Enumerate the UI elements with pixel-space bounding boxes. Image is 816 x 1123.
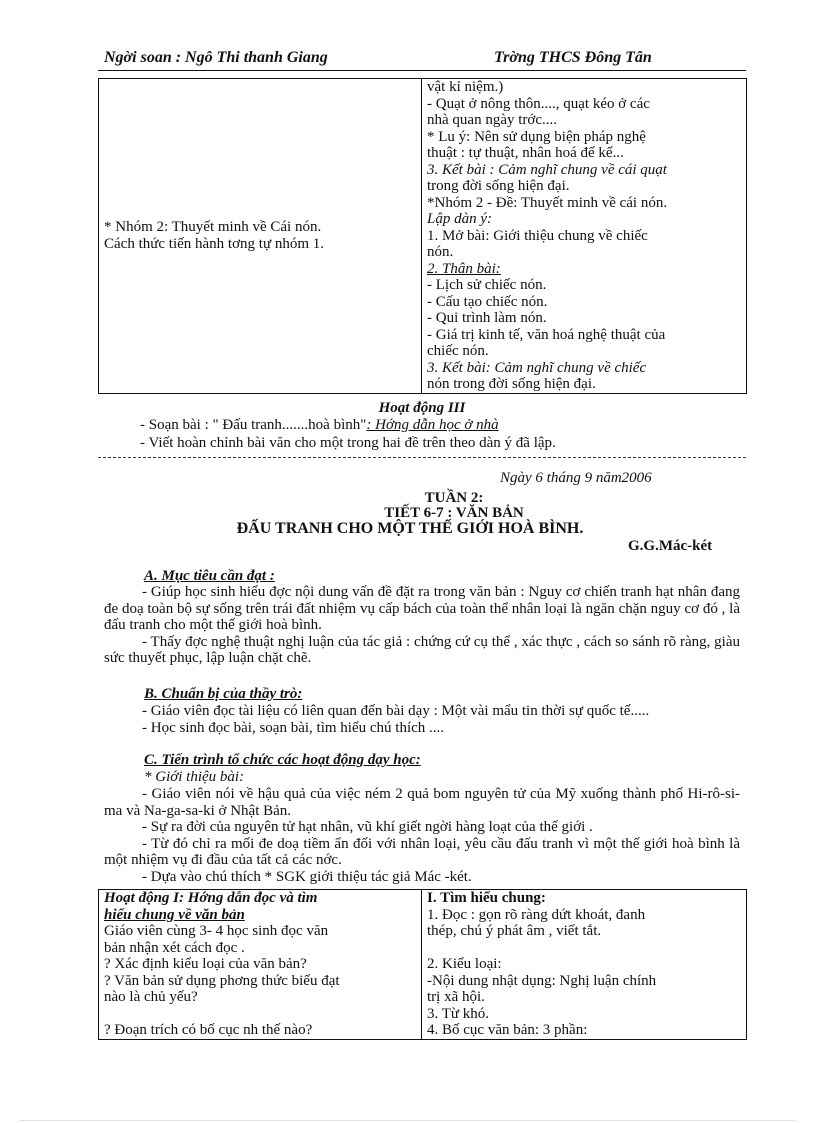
table2-left-line: Giáo viên cùng 3- 4 học sinh đọc văn: [104, 923, 329, 939]
section-divider: [98, 457, 746, 458]
table1-right-cell: [422, 79, 747, 394]
table2-right-line: 3. Từ khó.: [427, 1005, 490, 1022]
activity3-line1-tag: : Hớng dẫn học ở nhà: [366, 417, 499, 433]
table1-right-line: * Lu ý: Nên sử dụng biện pháp nghệ: [427, 128, 646, 145]
header-school: Trờng THCS Đông Tân: [494, 49, 652, 66]
sectionB-paragraph: - Giáo viên đọc tài liệu có liên quan đến bài dạy : Một vài mẩu tin thời sự quốc tế.....: [142, 703, 650, 719]
table1-right-line: 3. Kết bài : Cảm nghĩ chung về cái quạt: [427, 161, 667, 178]
table2-right-line: [427, 940, 741, 957]
table2-left-line: nào là chủ yếu?: [104, 989, 198, 1005]
sectionA-body: [104, 584, 740, 667]
lesson-title: ĐẤU TRANH CHO MỘT THẾ GIỚI HOÀ BÌNH.: [236, 520, 584, 537]
lesson-week: TUẦN 2:: [424, 490, 484, 506]
table1-right-line: nón trong đời sống hiện đại.: [427, 376, 596, 392]
table1-right-line: - Lịch sử chiếc nón.: [427, 277, 547, 293]
table1-right-line: vật kỉ niệm.): [427, 79, 504, 95]
table1-right-line: *Nhóm 2 - Đề: Thuyết minh về cái nón.: [427, 194, 668, 211]
table2-left-line: ? Đoạn trích có bố cục nh thế nào?: [104, 1022, 313, 1038]
table1-right-line: chiếc nón.: [427, 343, 489, 359]
table2-right-line: -Nội dung nhật dụng: Nghị luận chính: [427, 972, 657, 989]
table1-right-line: Lập dàn ý:: [427, 211, 492, 227]
sectionC-body: [104, 786, 740, 886]
sectionC-paragraph: - Giáo viên nói về hậu quả của việc ném 2 quả bom nguyên tử của Mỹ xuống thành phố Hi-rô-si-ma và Na-ga-sa-ki ở Nhật Bản.: [104, 786, 740, 819]
sectionC-intro: * Giới thiệu bài:: [144, 769, 245, 785]
table1-right-line: 3. Kết bài: Cảm nghĩ chung về chiếc: [427, 359, 647, 376]
table1-right-line: 1. Mở bài: Giới thiệu chung về chiếc: [427, 227, 648, 244]
table2-left-heading: hiểu chung về văn bản: [104, 906, 245, 923]
table2-right-line: trị xã hội.: [427, 989, 485, 1005]
sectionB-heading: [144, 686, 744, 703]
table2-left-line: ? Xác định kiểu loại của văn bản?: [104, 956, 307, 972]
table2-right-line: 4. Bố cục văn bản: 3 phần:: [427, 1022, 588, 1038]
table1-right-line: 2. Thân bài:: [427, 260, 501, 277]
table2-right-line: 2. Kiểu loại:: [427, 956, 502, 972]
activity3-title: Hoạt động III: [378, 400, 466, 416]
sectionC-paragraph: - Từ đó chỉ ra mối đe doạ tiềm ẩn đối với nhân loại, yêu cầu đấu tranh vì một thế giới hoà bình là một nhiệm vụ đi đầu của tất cả các nớc.: [104, 835, 740, 869]
sectionC-heading-text: C. Tiến trình tổ chức các hoạt động dạy học:: [144, 752, 421, 768]
sectionA-heading: [144, 568, 744, 585]
activity3-line2: - Viết hoàn chỉnh bài văn cho một trong hai đề trên theo dàn ý đã lập.: [140, 435, 556, 451]
sectionC-paragraph: - Dựa vào chú thích * SGK giới thiệu tác giả Mác -két.: [142, 868, 472, 885]
sectionA-paragraph: - Giúp học sinh hiểu đợc nội dung vấn đề đặt ra trong văn bản : Nguy cơ chiến tranh hạt nhân đang đe doạ toàn bộ sự sống trên trái đất nhiệm vụ cấp bách của toàn thể nhân loại là ngăn chặn nguy cơ đó , là đấu tranh cho một thế giới hoà bình.: [104, 584, 740, 634]
sectionB-heading-text: B. Chuẩn bị của thầy trò:: [144, 686, 303, 702]
table1-right-line: - Qui trình làm nón.: [427, 310, 547, 326]
table1-right-line: thuật : tự thuật, nhân hoá để kể...: [427, 145, 624, 161]
sectionA-heading-text: A. Mục tiêu cần đạt :: [144, 568, 275, 584]
lesson-plan-table-2: [98, 889, 747, 1040]
table1-left-line: * Nhóm 2: Thuyết minh về Cái nón.: [104, 219, 322, 236]
activity3-line1: [140, 417, 740, 434]
sectionB-paragraph: - Học sinh đọc bài, soạn bài, tìm hiểu chú thích ....: [142, 719, 445, 736]
table2-left-line: ? Văn bản sử dụng phơng thức biểu đạt: [104, 972, 340, 989]
header-author: Ngời soan : Ngô Thi thanh Giang: [104, 49, 328, 66]
lesson-period: TIẾT 6-7 : VĂN BẢN: [384, 505, 524, 521]
table2-left-line: bản nhận xét cách đọc .: [104, 939, 245, 956]
header-rule: [98, 70, 746, 71]
sectionC-paragraph: - Sự ra đời của nguyên tử hạt nhân, vũ khí giết ngời hàng loạt của thế giới .: [142, 819, 593, 836]
table2-left-line: [104, 1006, 416, 1023]
table1-right-line: - Cấu tạo chiếc nón.: [427, 293, 548, 310]
table2-right-line: thép, chú ý phát âm , viết tắt.: [427, 923, 602, 939]
lesson-author: G.G.Mác-két: [628, 538, 713, 554]
table2-left-heading: Hoạt động I: Hớng dẫn đọc và tìm: [104, 890, 318, 906]
table2-right-line: 1. Đọc : gọn rõ ràng dứt khoát, đanh: [427, 906, 646, 923]
table1-right-line: trong đời sống hiện đại.: [427, 178, 570, 194]
sectionB-body: [104, 703, 740, 736]
activity3-line1-text: - Soạn bài : " Đấu tranh.......hoà bình": [140, 417, 367, 433]
table1-right-line: nón.: [427, 244, 454, 260]
table1-right-line: - Quạt ở nông thôn...., quạt kéo ở các: [427, 95, 650, 112]
page-header: [104, 48, 704, 68]
lesson-plan-table-1: [98, 78, 747, 394]
table2-right-heading: I. Tìm hiểu chung:: [427, 890, 546, 906]
table2-right-cell: [422, 890, 747, 1040]
sectionC-heading: [144, 752, 744, 769]
table2-left-cell: [99, 890, 422, 1040]
page-bottom-rule: [20, 1120, 796, 1121]
table1-left-line: Cách thức tiến hành tơng tự nhóm 1.: [104, 235, 324, 252]
sectionA-paragraph: - Thấy đợc nghệ thuật nghị luận của tác giả : chứng cứ cụ thể , xác thực , cách so sánh rõ ràng, giàu sức thuyết phục, lập luận chặt chẽ.: [104, 633, 740, 667]
lesson-date: Ngày 6 tháng 9 năm2006: [500, 470, 652, 486]
table1-left-cell: [99, 79, 422, 394]
table1-right-line: nhà quan ngày trớc....: [427, 112, 557, 128]
table1-right-line: - Giá trị kinh tế, văn hoá nghệ thuật của: [427, 326, 666, 343]
